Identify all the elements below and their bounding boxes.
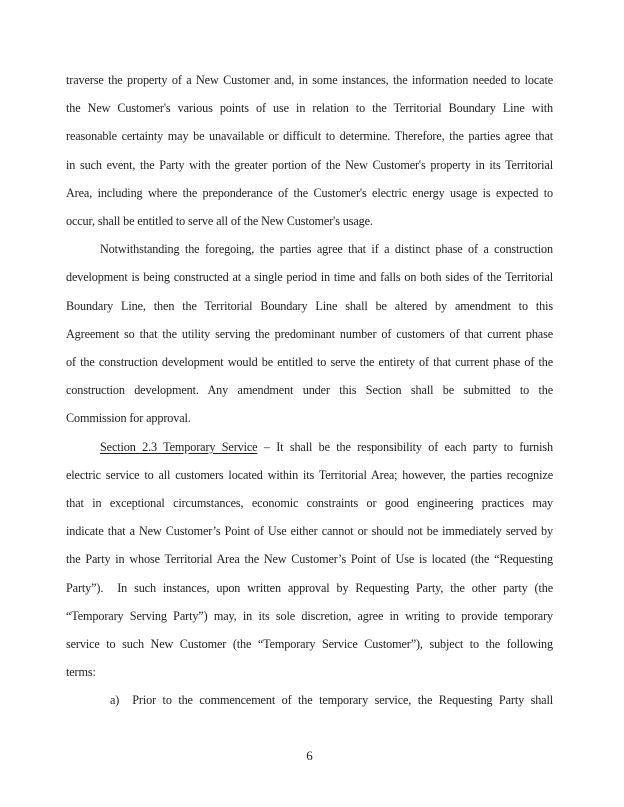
text-run: service to such New Customer (the “Temporary Service Customer”), subject to the following [66,637,553,652]
text-run: Commission for approval. [66,411,191,426]
text-run: – It shall be the responsibility of each party to furnish [257,439,553,454]
text-line [66,151,553,179]
text-line [66,517,553,545]
text-run: Boundary Line, then the Territorial Boundary Line shall be altered by amendment to this [66,298,553,313]
document-body [66,66,553,715]
list-item-a [66,686,553,714]
text-line [66,376,553,404]
text-run: electric service to all customers located within its Territorial Area; however, the parties recognize [66,467,553,482]
text-line [66,433,553,461]
text-line [66,263,553,291]
page-number: 6 [306,748,313,763]
text-line [66,122,553,150]
text-line [66,207,553,235]
text-run: the New Customer's various points of use in relation to the Territorial Boundary Line with [66,101,553,116]
text-run: of the construction development would be entitled to serve the entirety of that current phase of the [66,355,553,370]
text-run: Party”). In such instances, upon written approval by Requesting Party, the other party (the [66,580,553,595]
text-run: indicate that a New Customer’s Point of Use either cannot or should not be immediately served by [66,524,553,539]
paragraph-boundary-line-continuation [66,66,553,235]
text-line [66,658,553,686]
text-line [66,574,553,602]
text-line [66,348,553,376]
text-run: terms: [66,665,96,680]
text-line [66,179,553,207]
text-run: development is being constructed at a single period in time and falls on both sides of the Territorial [66,270,553,285]
paragraph-construction-development-amendment [66,235,553,432]
text-run: a) Prior to the commencement of the temporary service, the Requesting Party shall [110,693,553,708]
text-line [66,235,553,263]
text-run: “Temporary Serving Party”) may, in its sole discretion, agree in writing to provide temporary [66,608,553,623]
text-line [66,94,553,122]
paragraph-section-2-3-temporary-service [66,433,553,687]
text-run: construction development. Any amendment under this Section shall be submitted to the [66,383,553,398]
text-line [66,602,553,630]
text-line [66,320,553,348]
text-run: Area, including where the preponderance of the Customer's electric energy usage is expected to [66,185,553,200]
text-run: that in exceptional circumstances, economic constraints or good engineering practices may [66,496,553,511]
text-run: traverse the property of a New Customer and, in some instances, the information needed to locate [66,73,553,87]
text-run: reasonable certainty may be unavailable or difficult to determine. Therefore, the parties agree that [66,129,553,144]
text-line [66,545,553,573]
text-line [66,630,553,658]
text-line [66,489,553,517]
text-line [66,404,553,432]
text-run: Agreement so that the utility serving the predominant number of customers of that current phase [66,326,553,341]
text-run: Notwithstanding the foregoing, the parties agree that if a distinct phase of a construction [100,242,553,257]
text-run: the Party in whose Territorial Area the New Customer’s Point of Use is located (the “Requesting [66,552,553,567]
text-run: occur, shall be entitled to serve all of the New Customer's usage. [66,214,373,229]
text-line [66,66,553,94]
text-run: in such event, the Party with the greater portion of the New Customer's property in its Territorial [66,157,553,172]
section-heading-underlined: Section 2.3 Temporary Service [100,439,258,454]
text-line [66,461,553,489]
text-line [66,292,553,320]
text-line [110,686,553,714]
